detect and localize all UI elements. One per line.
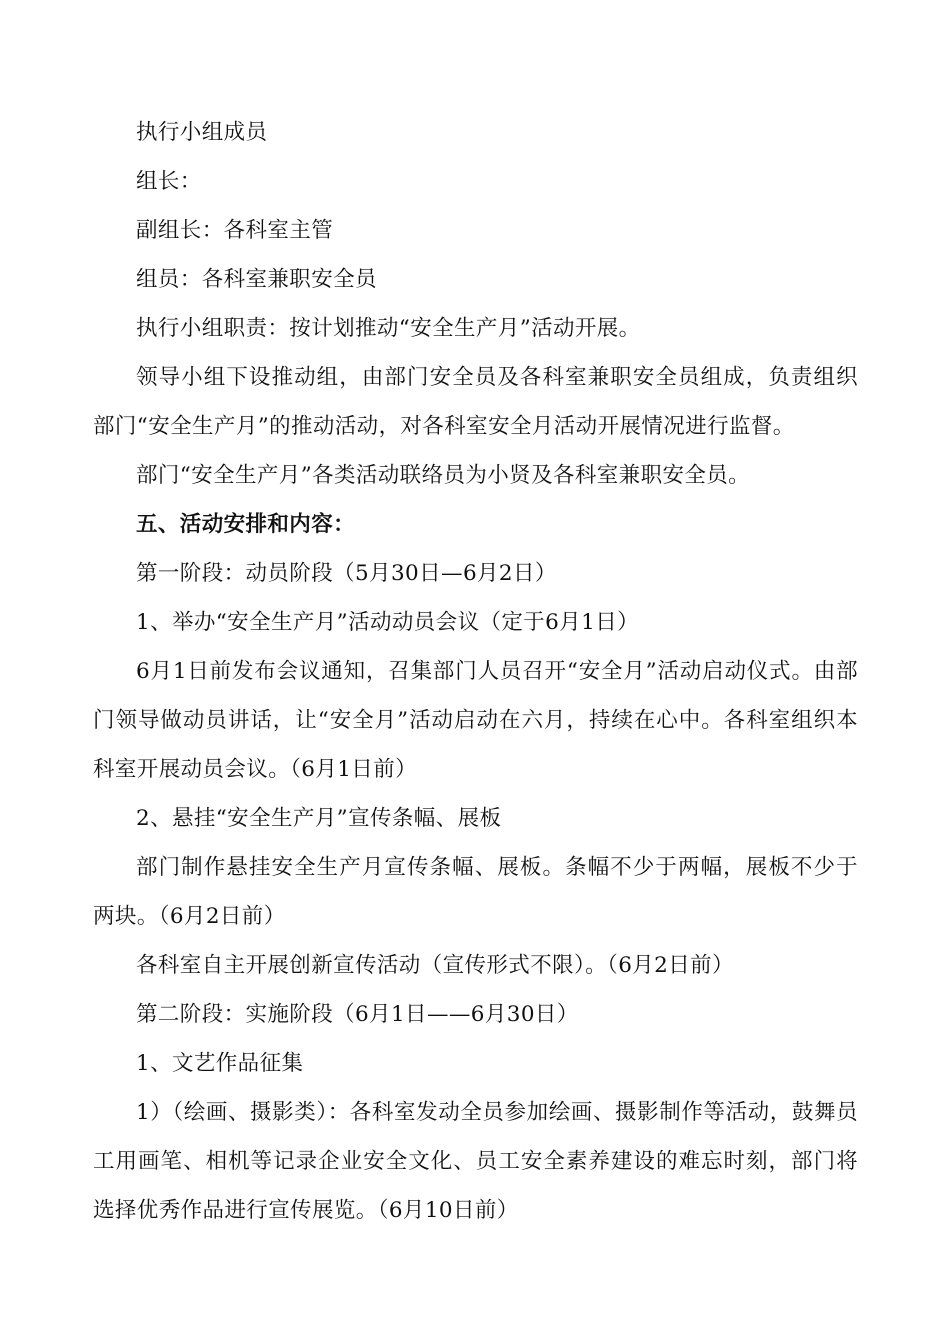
paragraph-deputy-leader: 副组长：各科室主管: [136, 218, 334, 243]
paragraph-creative-promotion: 各科室自主开展创新宣传活动（宣传形式不限）。（6月2日前）: [136, 953, 734, 978]
paragraph-team-duties: 执行小组职责：按计划推动“安全生产月”活动开展。: [136, 316, 641, 341]
section-heading-activities: 五、活动安排和内容：: [136, 512, 356, 537]
paragraph-leader: 组长：: [136, 169, 202, 194]
paragraph-team-members: 执行小组成员: [136, 120, 268, 145]
paragraph-meeting-details: 6月1日前发布会议通知，召集部门人员召开“安全月”活动启动仪式。由部门领导做动员讲话，让“安全月”活动启动在六月，持续在心中。各科室组织本科室开展动员会议。（6月1日前）: [93, 659, 858, 782]
paragraph-members: 组员：各科室兼职安全员: [136, 267, 377, 292]
paragraph-banner-details: 部门制作悬挂安全生产月宣传条幅、展板。条幅不少于两幅，展板不少于两块。（6月2日前）: [93, 855, 858, 929]
paragraph-painting-photography: 1）（绘画、摄影类）：各科室发动全员参加绘画、摄影制作等活动，鼓舞员工用画笔、相机等记录企业安全文化、员工安全素养建设的难忘时刻，部门将选择优秀作品进行宣传展览。（6月10日前）: [93, 1100, 858, 1223]
document-page: [93, 108, 858, 1235]
paragraph-item-art-collection: 1、文艺作品征集: [136, 1051, 304, 1076]
paragraph-item-banners: 2、悬挂“安全生产月”宣传条幅、展板: [136, 806, 502, 831]
paragraph-liaison: 部门“安全生产月”各类活动联络员为小贤及各科室兼职安全员。: [136, 463, 751, 488]
paragraph-phase-two: 第二阶段：实施阶段（6月1日——6月30日）: [136, 1002, 579, 1027]
paragraph-promotion-group: 领导小组下设推动组，由部门安全员及各科室兼职安全员组成，负责组织部门“安全生产月”的推动活动，对各科室安全月活动开展情况进行监督。: [93, 365, 858, 439]
paragraph-item-mobilization-meeting: 1、举办“安全生产月”活动动员会议（定于6月1日）: [136, 610, 640, 635]
paragraph-phase-one: 第一阶段：动员阶段（5月30日—6月2日）: [136, 561, 557, 586]
